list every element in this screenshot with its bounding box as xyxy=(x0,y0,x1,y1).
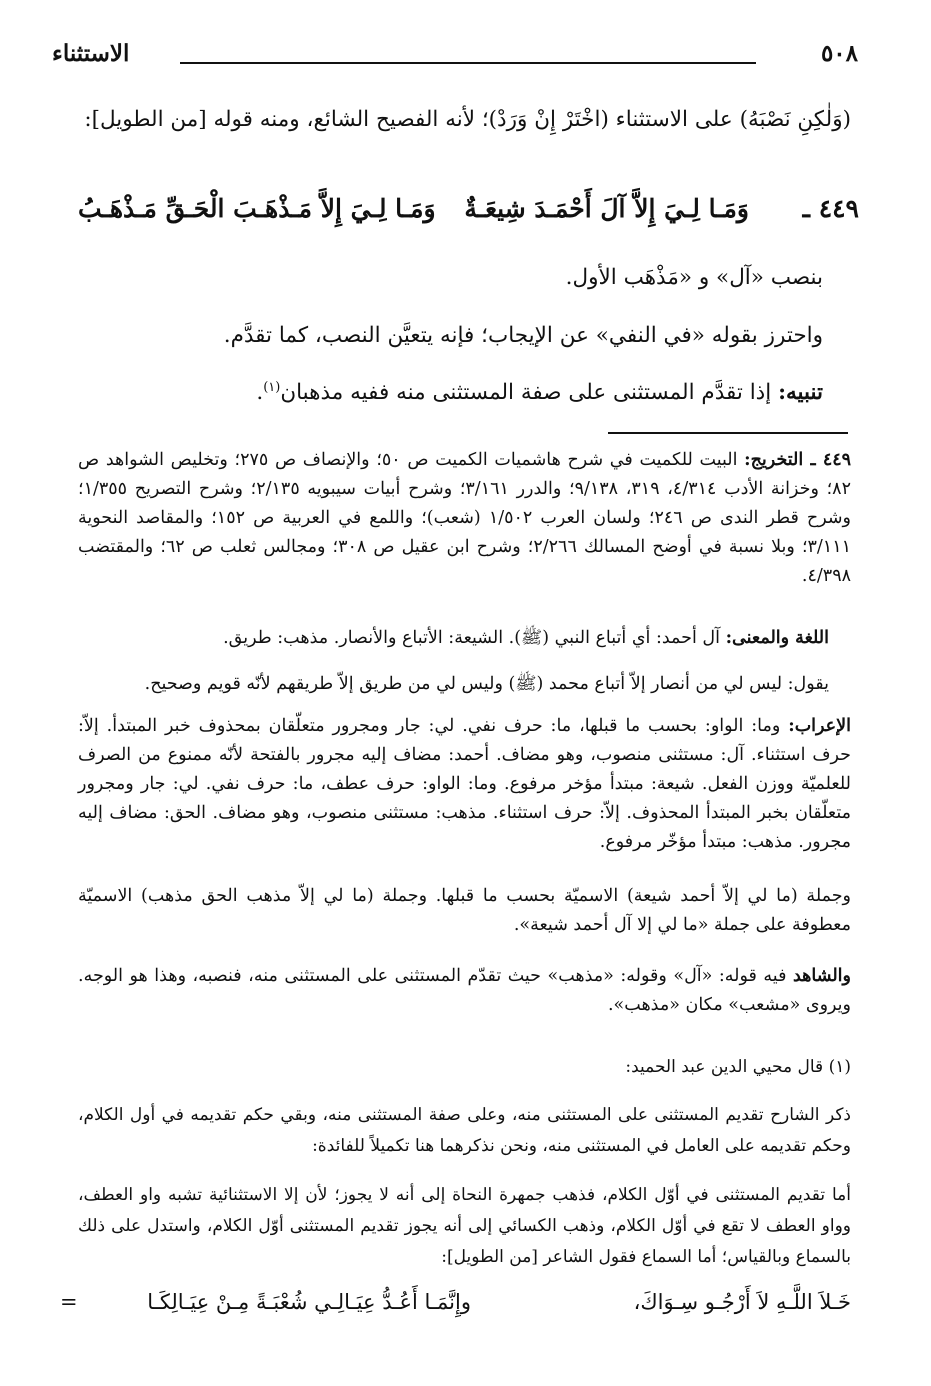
paragraph-nasb: بنصب «آل» و «مَذْهَب الأول. xyxy=(565,265,823,290)
footnote-jumla: وجملة (ما لي إلاّ أحمد شيعة) الاسميّة بحسب ما قبلها. وجملة (ما لي إلاّ مذهب الحق مذهب) الاسميّة معطوفة على جملة «ما لي إلا آل أحمد شيعة». xyxy=(78,886,851,935)
footnote-ref: (١) xyxy=(263,380,281,395)
takhrij-text: البيت للكميت في شرح هاشميات الكميت ص ٥٠؛ والإنصاف ص ٢٧٥؛ وتخليص الشواهد ص ٨٢؛ وخزانة الأدب ٤/٣١٤، ٣١٩، ٩/١٣٨؛ والدرر ٣/١٦١؛ وشرح أبيات سيبويه ٢/١٣٥؛ وشرح التصريح ١/٣٥٥؛ وشرح قطر الندى ص ٢٤٦؛ ولسان العرب ١/٥٠٢ (شعب)؛ واللمع في العربية ص ١٥٢؛ والمقاصد النحوية ٣/١١١؛ وبلا نسبة في أوضح المسالك ٢/٢٦٦؛ وشرح ابن عقيل ص ٣٠٨؛ ومجالس ثعلب ص ٦٢؛ والمقتضب ٤/٣٩٨. xyxy=(78,450,852,586)
quoted-verse-second-hemistich: وإِنَّمَـا أَعُـدُّ عِيَـالِـي شُعْبَـةً مِـنْ عِيَـالِكَـا xyxy=(147,1290,471,1314)
intro-paragraph: (وَلٰكِنِ نَصْبَهُ) على الاستثناء (اخْتَرْ إِنْ وَرَدْ)؛ لأنه الفصيح الشائع، ومنه قوله [من الطويل]: xyxy=(84,107,851,132)
irab-label: الإعراب: xyxy=(788,716,851,736)
chapter-title: الاستثناء xyxy=(52,40,130,67)
footnote-yaqul: يقول: ليس لي من أنصار إلاّ أتباع محمد (ﷺ) وليس لي من طريق إلاّ طريقهم لأنّه قويم وصحيح. xyxy=(144,674,829,694)
verse-second-hemistich: وَمَـا لِـيَ إِلاَّ مَـذْهَـبَ الْحَـقِّ مَـذْهَـبُ xyxy=(78,194,436,223)
tanbih-label: تنبيه: xyxy=(778,380,823,406)
takhrij-label: ٤٤٩ ـ التخريج: xyxy=(744,450,852,470)
continuation-mark: = xyxy=(60,1290,78,1314)
tanbih-end: . xyxy=(256,380,264,406)
footnote-irab xyxy=(78,712,851,857)
quoted-verse-first-hemistich: خَـلاَ اللَّـهِ لاَ أَرْجُـو سِـوَاكَ، xyxy=(633,1290,851,1314)
lugha-text: آل أحمد: أي أتباع النبي (ﷺ). الشيعة: الأتباع والأنصار. مذهب: طريق. xyxy=(223,628,720,648)
verse-number: ٤٤٩ ـ xyxy=(802,194,859,223)
lugha-label: اللغة والمعنى: xyxy=(725,628,829,648)
footnote-takhrij xyxy=(78,446,851,591)
verse-449 xyxy=(78,190,859,240)
shahid-label: والشاهد xyxy=(792,966,851,986)
footnote-lugha xyxy=(78,624,829,653)
header-rule xyxy=(180,62,756,64)
footnote-1-paragraph-1: ذكر الشارح تقديم المستثنى على المستثنى منه، وعلى صفة المستثنى منه، وبقي حكم تقديمه في أول الكلام، وحكم تقديمه على العامل في المستثنى منه، ونحن نذكرهما هنا تكميلاً للفائدة: xyxy=(78,1105,851,1156)
footnote-separator xyxy=(608,432,848,434)
paragraph-tanbih xyxy=(78,366,823,414)
footnote-1-heading: (١) قال محيي الدين عبد الحميد: xyxy=(625,1057,851,1077)
tanbih-text: إذا تقدَّم المستثنى على صفة المستثنى منه ففيه مذهبان xyxy=(280,380,772,406)
footnote-shahid xyxy=(78,962,851,1020)
running-header xyxy=(52,40,858,80)
paragraph-ihtaraza: واحترز بقوله «في النفي» عن الإيجاب؛ فإنه يتعيَّن النصب، كما تقدَّم. xyxy=(223,323,823,348)
page-number: ٥٠٨ xyxy=(820,40,858,67)
footnote-1-paragraph-2: أما تقديم المستثنى في أوّل الكلام، فذهب جمهرة النحاة إلى أنه لا يجوز؛ لأن إلا الاستثنائية تشبه واو العطف، وواو العطف لا تقع في أوّل الكلام، وذهب الكسائي إلى أنه يجوز تقديم المستثنى أوّل الكلام، واستدل على ذلك بالسماع وبالقياس؛ أما السماع فقول الشاعر [من الطويل]: xyxy=(78,1185,851,1267)
irab-text: وما: الواو: بحسب ما قبلها، ما: حرف نفي. لي: جار ومجرور متعلّقان بمحذوف خبر المبتدأ. إلاّ: حرف استثناء. آل: مستثنى منصوب، وهو مضاف. أحمد: مضاف إليه مجرور بالفتحة لأنّه ممنوع من الصرف للعلميّة ووزن الفعل. شيعة: مبتدأ مؤخر مرفوع. وما: الواو: حرف عطف، ما: حرف نفي. لي: جار ومجرور متعلّقان بخبر المبتدأ المحذوف. إلاّ: حرف استثناء. مذهب: مستثنى منصوب، وهو مضاف. الحق: مضاف إليه مجرور. مذهب: مبتدأ مؤخّر مرفوع. xyxy=(78,716,852,852)
verse-first-hemistich: وَمَـا لِـيَ إِلاَّ آلَ أَحْمَـدَ شِيعَـةٌ xyxy=(464,194,749,223)
quoted-verse xyxy=(60,1290,851,1330)
shahid-text: فيه قوله: «آل» وقوله: «مذهب» حيث تقدّم المستثنى على المستثنى منه، فنصبه، وهذا هو الوجه. ويروى «مشعب» مكان «مذهب». xyxy=(78,966,851,1015)
